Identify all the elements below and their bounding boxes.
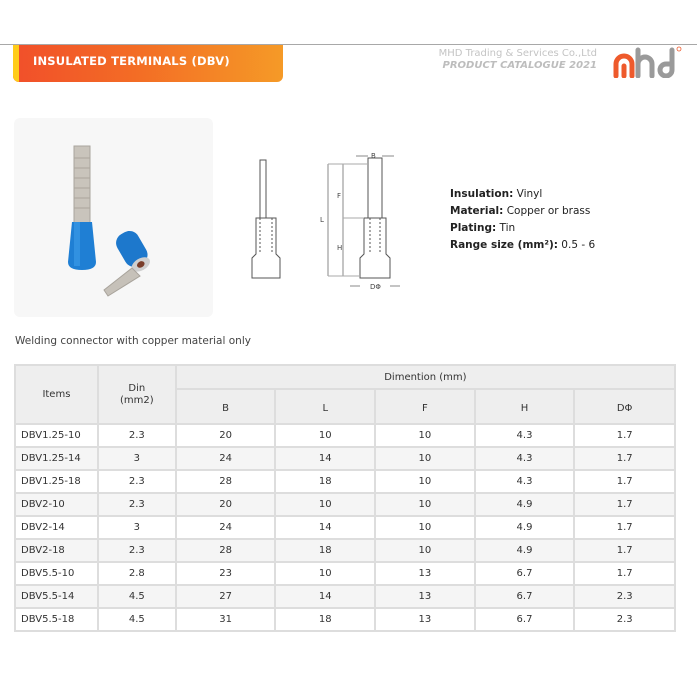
catalogue-label: PRODUCT CATALOGUE 2021	[442, 60, 597, 71]
company-info	[439, 48, 597, 72]
table-row: DBV1.25-14 3 24 14 10 4.3 1.7	[15, 447, 675, 470]
col-header-l: L	[275, 389, 375, 424]
col-group-dimension: Dimention (mm)	[176, 365, 675, 389]
table-row: DBV5.5-14 4.5 27 14 13 6.7 2.3	[15, 585, 675, 608]
section-title: INSULATED TERMINALS (DBV)	[33, 54, 230, 68]
table-row: DBV1.25-10 2.3 20 10 10 4.3 1.7	[15, 424, 675, 447]
drawing-label-d: DΦ	[370, 283, 381, 290]
table-row: DBV5.5-10 2.8 23 10 13 6.7 1.7	[15, 562, 675, 585]
dimension-table	[14, 364, 676, 632]
col-header-items: Items	[15, 365, 98, 424]
drawing-label-b: B	[371, 152, 376, 160]
drawing-label-h: H	[337, 244, 343, 252]
company-name: MHD Trading & Services Co.,Ltd	[438, 48, 597, 59]
table-row: DBV2-18 2.3 28 18 10 4.9 1.7	[15, 539, 675, 562]
banner-accent-bar	[13, 45, 19, 82]
table-row: DBV5.5-18 4.5 31 18 13 6.7 2.3	[15, 608, 675, 631]
section-banner	[13, 45, 283, 82]
col-header-din: Din (mm2)	[98, 365, 176, 424]
product-photo	[14, 118, 213, 317]
mhd-logo-icon	[612, 46, 682, 78]
spec-insulation: Insulation: Vinyl	[450, 188, 543, 200]
terminal-photo-icon	[14, 118, 213, 317]
col-header-b: B	[176, 389, 276, 424]
product-note: Welding connector with copper material only	[15, 335, 251, 347]
drawing-label-f: F	[337, 192, 342, 200]
col-header-d: DΦ	[574, 389, 675, 424]
spec-list	[450, 186, 595, 254]
col-header-h: H	[475, 389, 575, 424]
dimension-drawing	[240, 150, 420, 290]
spec-plating: Plating: Tin	[450, 222, 516, 234]
spec-material: Material: Copper or brass	[450, 205, 591, 217]
table-row: DBV1.25-18 2.3 28 18 10 4.3 1.7	[15, 470, 675, 493]
table-row: DBV2-14 3 24 14 10 4.9 1.7	[15, 516, 675, 539]
table-row: DBV2-10 2.3 20 10 10 4.9 1.7	[15, 493, 675, 516]
col-header-f: F	[375, 389, 475, 424]
drawing-label-l: L	[320, 216, 324, 224]
spec-range-size: Range size (mm²): 0.5 - 6	[450, 239, 596, 251]
